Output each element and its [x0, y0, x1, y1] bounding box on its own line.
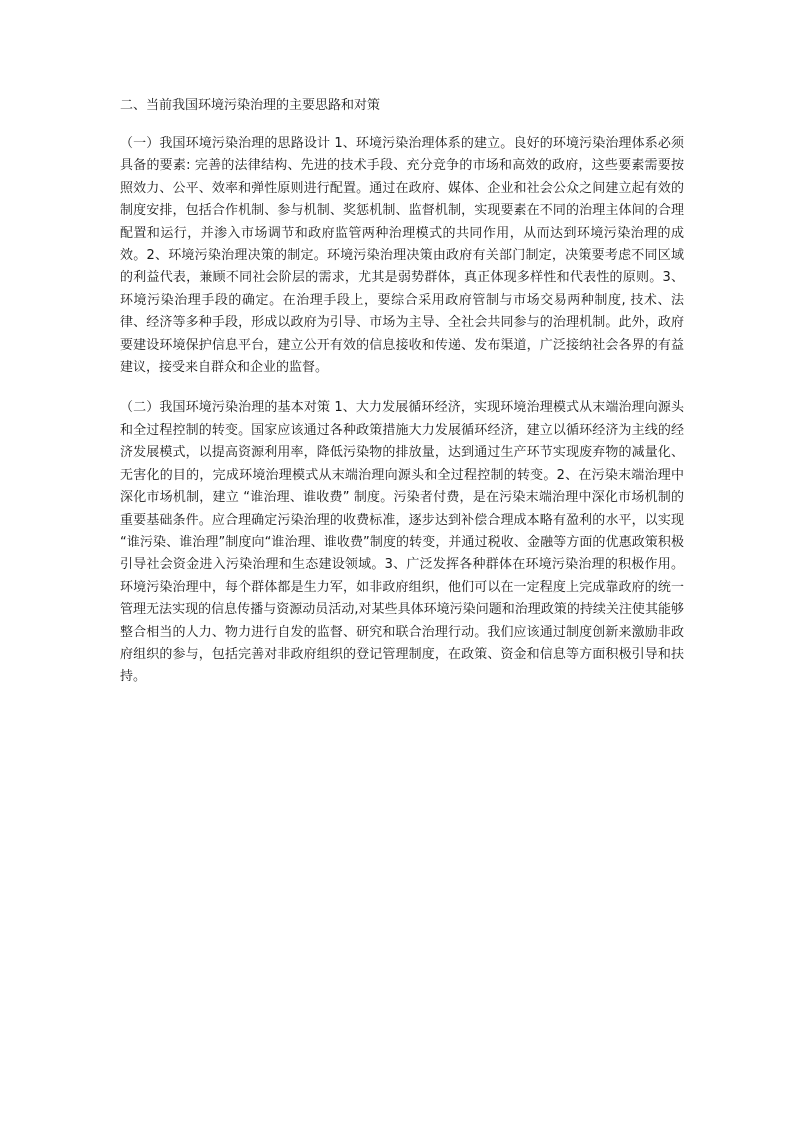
paragraph-approach-design: （一）我国环境污染治理的思路设计 1、环境污染治理体系的建立。良好的环境污染治理体系必须具备的要素: 完善的法律结构、先进的技术手段、充分竞争的市场和高效的政府，这些要素需要按照效力、公平、效率和弹性原则进行配置。通过在政府、媒体、企业和社会公众之间建立起有效的制度安排，包括合作机制、参与机制、奖惩机制、监督机制，实现要素在不同的治理主体间的合理配置和运行，并渗入市场调节和政府监管两种治理模式的共同作用，从而达到环境污染治理的成效。2、环境污染治理决策的制定。环境污染治理决策由政府有关部门制定，决策要考虑不同区域的利益代表，兼顾不同社会阶层的需求，尤其是弱势群体，真正体现多样性和代表性的原则。3、环境污染治理手段的确定。在治理手段上，要综合采用政府管制与市场交易两种制度, 技术、法律、经济等多种手段，形成以政府为引导、市场为主导、全社会共同参与的治理机制。此外，政府要建设环境保护信息平台，建立公开有效的信息接收和传递、发布渠道，广泛接纳社会各界的有益建议，接受来自群众和企业的监督。: [120, 136, 684, 376]
section-heading: 二、当前我国环境污染治理的主要思路和对策: [120, 98, 381, 113]
paragraph-basic-countermeasures: （二）我国环境污染治理的基本对策 1、大力发展循环经济，实现环境治理模式从末端治理向源头和全过程控制的转变。国家应该通过各种政策措施大力发展循环经济，建立以循环经济为主线的经济发展模式，以提高资源利用率，降低污染物的排放量，达到通过生产环节实现废弃物的减量化、无害化的目的，完成环境治理模式从末端治理向源头和全过程控制的转变。2、在污染末端治理中深化市场机制，建立 “谁治理、谁收费” 制度。污染者付费，是在污染末端治理中深化市场机制的重要基础条件。应合理确定污染治理的收费标准，逐步达到补偿合理成本略有盈利的水平，以实现 “谁污染、谁治理”制度向“谁治理、谁收费”制度的转变，并通过税收、金融等方面的优惠政策积极引导社会资金进入污染治理和生态建设领域。3、广泛发挥各种群体在环境污染治理的积极作用。环境污染治理中，每个群体都是生力军，如非政府组织，他们可以在一定程度上完成靠政府的统一管理无法实现的信息传播与资源动员活动,对某些具体环境污染问题和治理政策的持续关注使其能够整合相当的人力、物力进行自发的监督、研究和联合治理行动。我们应该通过制度创新来激励非政府组织的参与，包括完善对非政府组织的登记管理制度，在政策、资金和信息等方面积极引导和扶持。: [120, 400, 684, 685]
